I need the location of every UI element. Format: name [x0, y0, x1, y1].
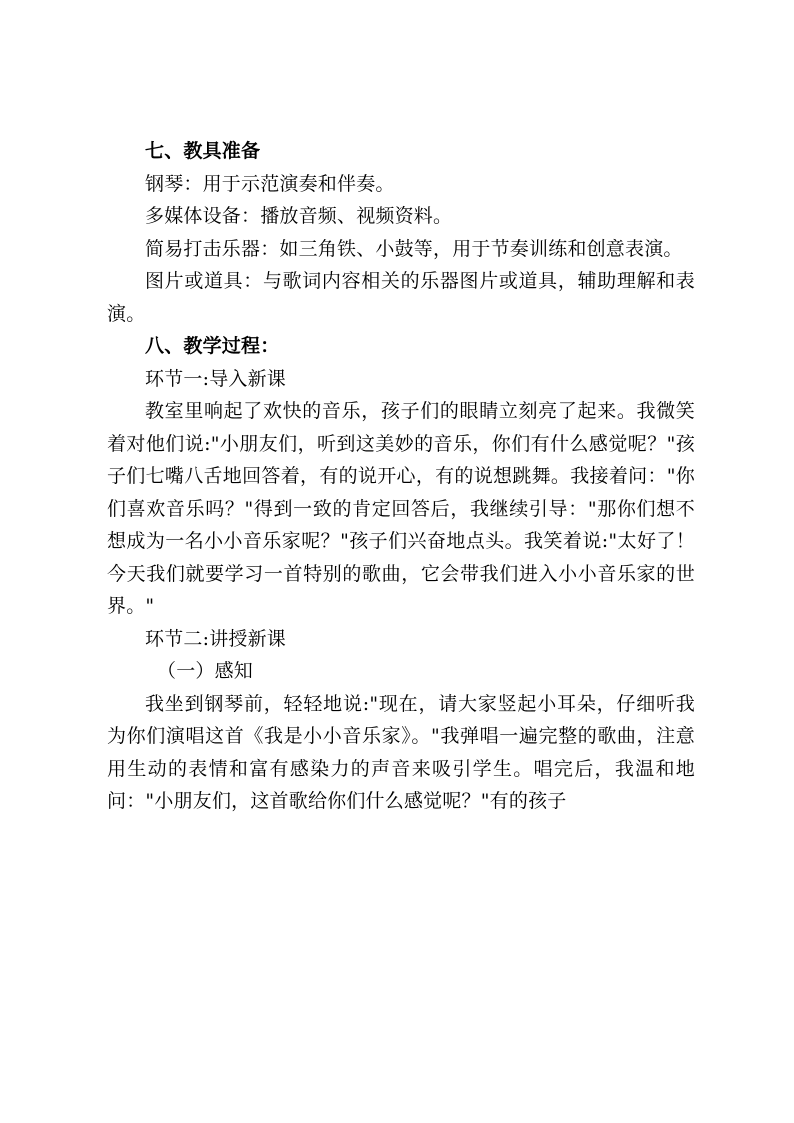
perception-paragraph: 我坐到钢琴前，轻轻地说:"现在，请大家竖起小耳朵，仔细听我为你们演唱这首《我是小小音乐家》。"我弹唱一遍完整的歌曲，注意用生动的表情和富有感染力的声音来吸引学生。唱完后，我温和地问："小朋友们，这首歌给你们什么感觉呢？"有的孩子	[107, 692, 695, 812]
stage-1-paragraph: 教室里响起了欢快的音乐，孩子们的眼睛立刻亮了起来。我微笑着对他们说:"小朋友们，听到这美妙的音乐，你们有什么感觉呢？"孩子们七嘴八舌地回答着，有的说开心，有的说想跳舞。我接着问："你们喜欢音乐吗？"得到一致的肯定回答后，我继续引导："那你们想不想成为一名小小音乐家呢？"孩子们兴奋地点头。我笑着说:"太好了！今天我们就要学习一首特别的歌曲，它会带我们进入小小音乐家的世界。"	[107, 400, 695, 617]
paragraph-media: 多媒体设备：播放音频、视频资料。	[145, 205, 453, 227]
stage-2-title: 环节二:讲授新课	[145, 627, 287, 650]
subsection-title-perception: （一）感知	[157, 660, 254, 682]
section-heading-7: 七、教具准备	[145, 140, 261, 162]
paragraph-piano: 钢琴：用于示范演奏和伴奏。	[145, 172, 395, 195]
paragraph-pictures: 图片或道具：与歌词内容相关的乐器图片或道具，辅助理解和表演。	[107, 270, 695, 325]
paragraph-percussion: 简易打击乐器：如三角铁、小鼓等，用于节奏训练和创意表演。	[145, 237, 683, 260]
section-heading-8: 八、教学过程：	[145, 335, 280, 357]
document-body	[107, 135, 695, 818]
stage-1-title: 环节一:导入新课	[145, 367, 287, 390]
